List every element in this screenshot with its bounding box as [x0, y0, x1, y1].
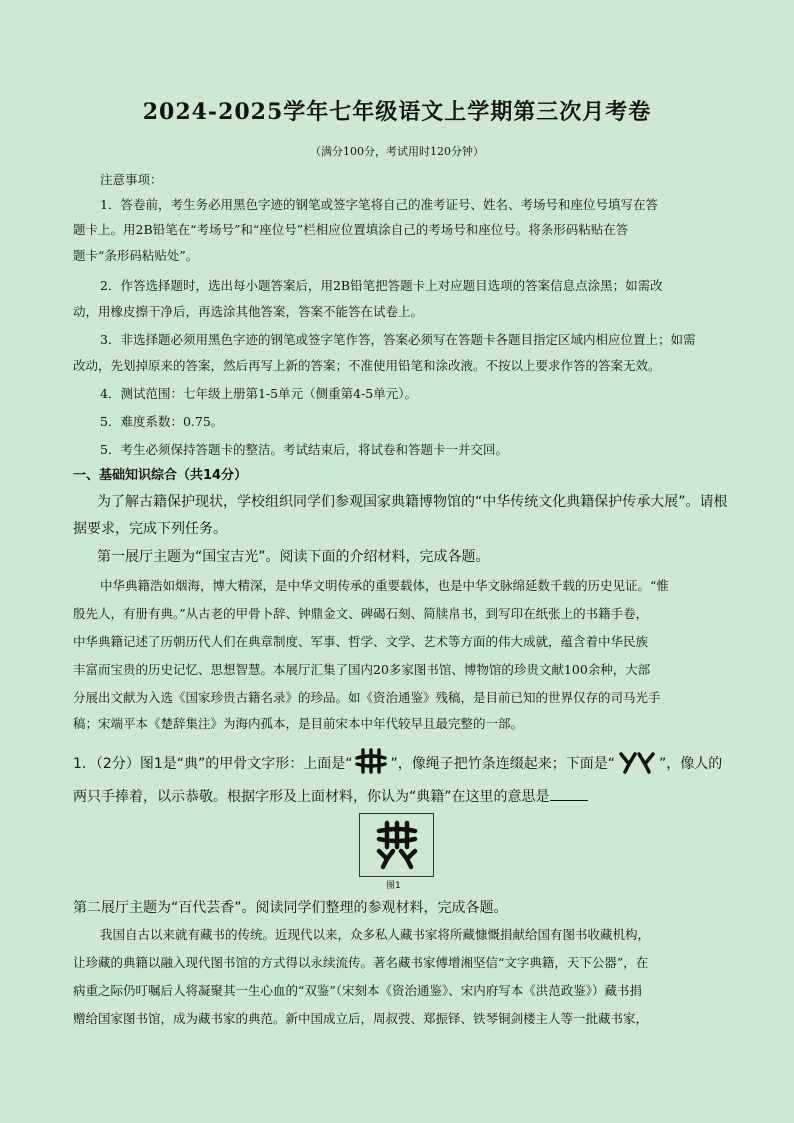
- notice-line: 5．难度系数：0.75。: [100, 414, 224, 429]
- section-heading: 一、基础知识综合（共14分）: [73, 468, 248, 483]
- notice-line: 3．非选择题必须用黑色字迹的钢笔或签字笔作答，答案必须写在答题卡各题目指定区域内相应位置上；如需: [100, 332, 696, 347]
- notice-line: 2．作答选择题时，选出每小题答案后，用2B铅笔把答题卡上对应题目选项的答案信息点涂黑；如需改: [100, 278, 663, 293]
- q1-text-b: ”，像绳子把竹条连缀起来；下面是“: [390, 756, 615, 772]
- notice-line: 4．测试范围：七年级上册第1-5单元（侧重第4-5单元）。: [100, 386, 417, 401]
- material-line: 赠给国家图书馆，成为藏书家的典范。新中国成立后，周叔弢、郑振铎、铁琴铜剑楼主人等一批藏书家，: [73, 1011, 649, 1026]
- oracle-hands-glyph-icon: [617, 748, 657, 780]
- material-line: 我国自古以来就有藏书的传统。近现代以来，众多私人藏书家将所藏慷慨捐献给国有图书收藏机构，: [100, 927, 651, 942]
- notice-line: 题卡“条形码粘贴处”。: [73, 248, 199, 263]
- notice-line: 题卡上。用2B铅笔在“考场号”和“座位号”栏相应位置填涂自己的考场号和座位号。将条形码粘贴在答: [73, 222, 629, 237]
- material-line: 殷先人，有册有典。”从古老的甲骨卜辞、钟鼎金文、碑碣石刻、简牍帛书，到写印在纸张上的书籍手卷，: [73, 606, 649, 621]
- material-line: 中华典籍浩如烟海，博大精深，是中华文明传承的重要载体，也是中华文脉绵延数千载的历史见证。“惟: [100, 578, 669, 593]
- oracle-bamboo-glyph-icon: [354, 748, 388, 780]
- q1-line2-text: 两只手捧着，以示恭敬。根据字形及上面材料，你认为“典籍”在这里的意思是: [73, 789, 550, 805]
- question-1-line2: [73, 786, 588, 807]
- q1-text-a: 1．（2分）图1是“典”的甲骨文字形：上面是“: [73, 756, 353, 772]
- q1-text-c: ”，像人的: [659, 756, 723, 772]
- material-line: 分展出文献为入选《国家珍贵古籍名录》的珍品。如《资治通鉴》残稿，是目前已知的世界仅存的司马光手: [73, 690, 661, 705]
- notice-line: 动，用橡皮擦干净后，再选涂其他答案，答案不能答在试卷上。: [73, 304, 424, 319]
- material-line: 让珍藏的典籍以融入现代图书馆的方式得以永续流传。著名藏书家傅增湘坚信“文字典籍，天下公器”，在: [73, 955, 649, 970]
- question-1: [73, 748, 722, 780]
- notice-line: 1．答卷前，考生务必用黑色字迹的钢笔或签字笔将自己的准考证号、姓名、考场号和座位号填写在答: [100, 197, 658, 212]
- figure-caption: 图1: [386, 881, 401, 891]
- notice-heading: 注意事项：: [100, 172, 163, 187]
- exam-title: 2024-2025学年七年级语文上学期第三次月考卷: [142, 99, 652, 125]
- material-line: 稿；宋端平本《楚辞集注》为海内孤本，是目前宋本中年代较早且最完整的一部。: [73, 716, 524, 731]
- notice-line: 改动，先划掉原来的答案，然后再写上新的答案；不准使用铅笔和涂改液。不按以上要求作答的答案无效。: [73, 358, 661, 373]
- material-line: 中华典籍记述了历朝历代人们在典章制度、军事、哲学、文学、艺术等方面的伟大成就，蕴含着中华民族: [73, 634, 649, 649]
- hall-2-intro: 第二展厅主题为“百代芸香”。阅读同学们整理的参观材料，完成各题。: [73, 900, 508, 916]
- answer-blank[interactable]: [550, 786, 588, 801]
- figure-1-oracle-dian-icon: [359, 813, 434, 877]
- intro-line: 第一展厅主题为“国宝吉光”。阅读下面的介绍材料，完成各题。: [97, 549, 490, 565]
- intro-line: 据要求，完成下列任务。: [73, 521, 227, 537]
- intro-line: 为了解古籍保护现状，学校组织同学们参观国家典籍博物馆的“中华传统文化典籍保护传承大展”。请根: [97, 494, 728, 510]
- notice-line: 5．考生必须保持答题卡的整洁。考试结束后，将试卷和答题卡一并交回。: [100, 442, 508, 457]
- material-line: 丰富而宝贵的历史记忆、思想智慧。本展厅汇集了国内20多家图书馆、博物馆的珍贵文献100余种，大部: [73, 662, 651, 677]
- exam-subtitle: （满分100分，考试用时120分钟）: [310, 145, 484, 158]
- material-line: 病重之际仍叮嘱后人将凝聚其一生心血的“双鉴”（宋刻本《资治通鉴》、宋内府写本《洪范政鉴》）藏书捐: [73, 983, 643, 998]
